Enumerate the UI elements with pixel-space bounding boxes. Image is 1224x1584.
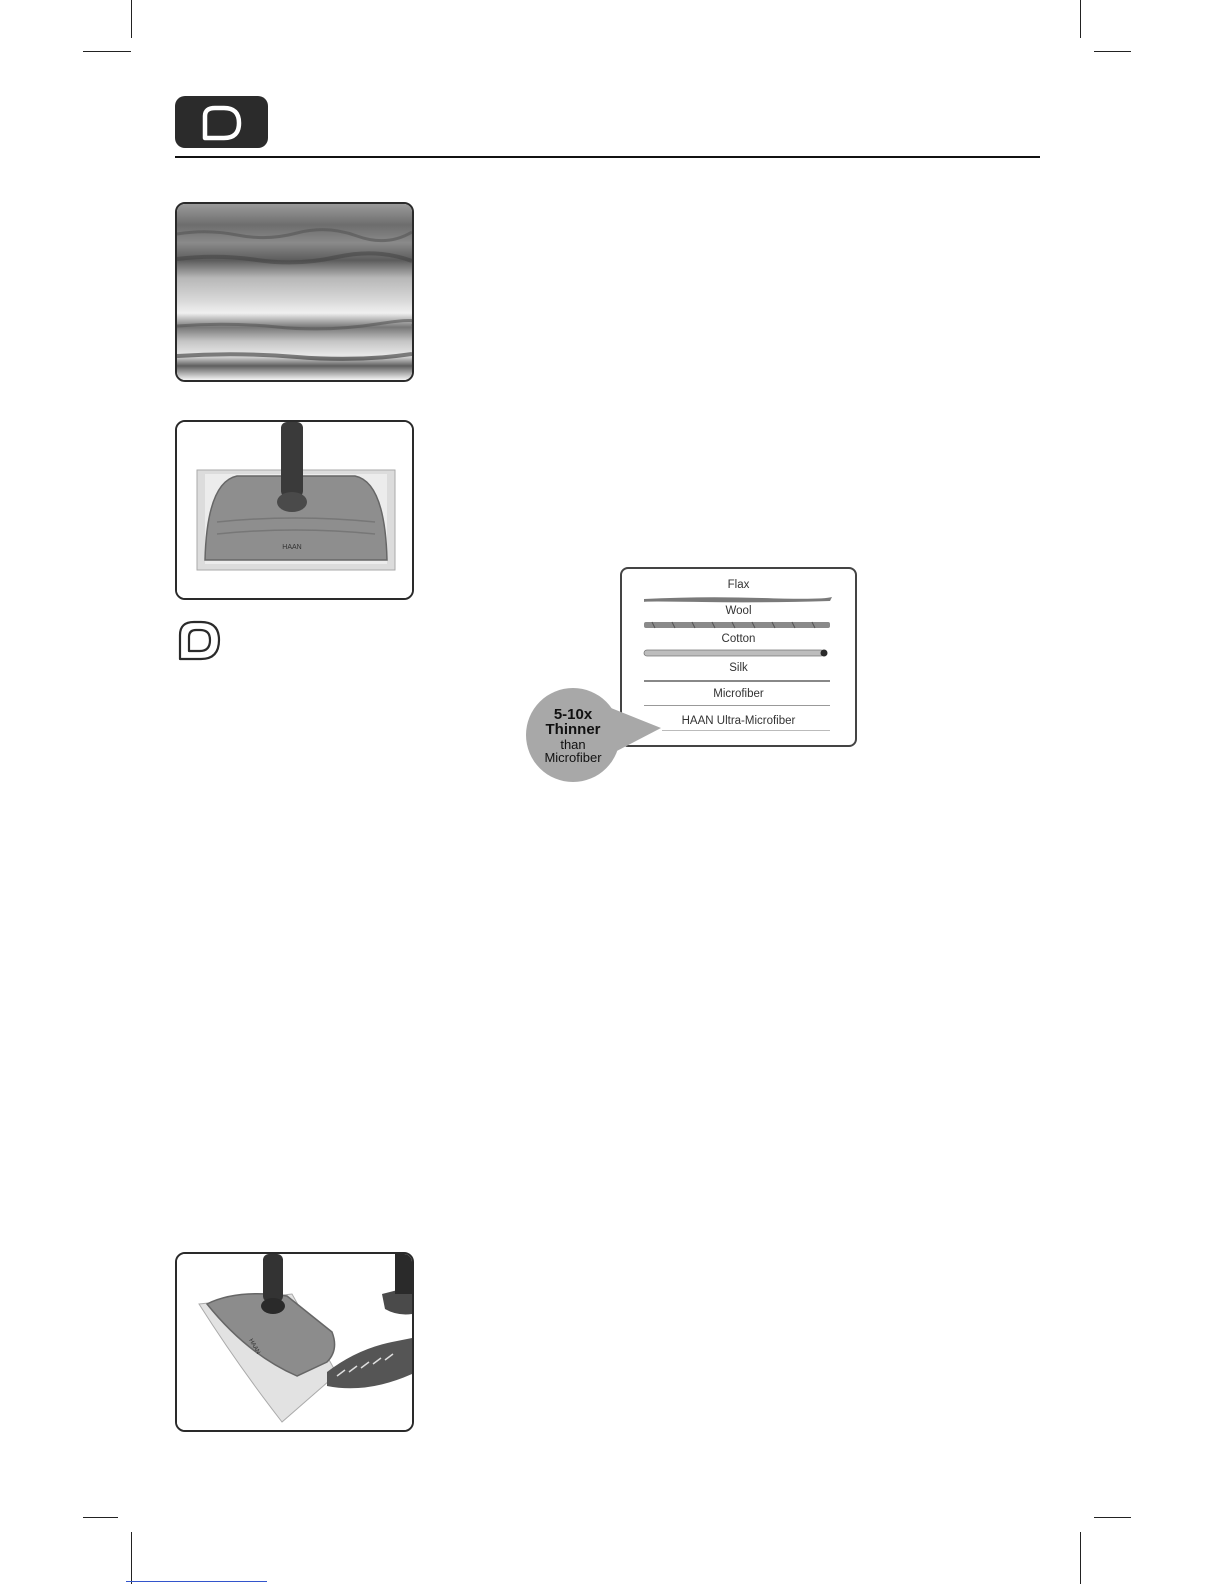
- fiber-microfiber-strand: [644, 705, 830, 706]
- crop-mark: [83, 1517, 118, 1518]
- fiber-label-microfiber: Microfiber: [713, 688, 764, 700]
- d-outline-icon: [177, 619, 223, 663]
- fiber-label-flax: Flax: [727, 579, 750, 591]
- bottom-blue-line: [126, 1581, 267, 1582]
- header-rule: [175, 156, 1040, 158]
- fiber-label-haan: HAAN Ultra-Microfiber: [681, 715, 796, 727]
- pad-release-illustration: [177, 1254, 412, 1430]
- mop-illustration: [177, 422, 412, 598]
- fiber-flax-strand: [642, 594, 834, 604]
- d-letter-icon: [175, 96, 268, 148]
- thinner-badge: [526, 688, 620, 782]
- fiber-cotton-strand: [642, 648, 834, 658]
- crop-mark: [1094, 1517, 1131, 1518]
- crop-mark: [1080, 1532, 1081, 1584]
- badge-line3: than: [560, 737, 586, 752]
- crop-mark: [131, 0, 132, 38]
- fiber-label-silk: Silk: [729, 662, 748, 674]
- fiber-label-wool: Wool: [725, 605, 752, 617]
- fiber-silk-strand: [644, 680, 830, 682]
- crop-mark: [1080, 0, 1081, 38]
- fiber-haan-strand: [662, 730, 830, 731]
- badge-line1: 5-10x: [553, 706, 593, 723]
- fiber-label-cotton: Cotton: [721, 633, 756, 645]
- fiber-wool-strand: [642, 620, 834, 630]
- section-tab: [175, 96, 268, 148]
- crop-mark: [131, 1532, 132, 1584]
- fabric-texture: [177, 204, 412, 380]
- fabric-closeup-photo: [175, 202, 414, 382]
- mop-brand-label: HAAN: [282, 544, 302, 551]
- mop-brand-label-tilted: HAAN: [247, 1338, 261, 1356]
- badge-line2: Thinner: [545, 721, 601, 738]
- pad-release-photo: [175, 1252, 414, 1432]
- steam-mop-top-photo: [175, 420, 414, 600]
- crop-mark: [1094, 51, 1131, 52]
- badge-line4: Microfiber: [544, 750, 602, 765]
- crop-mark: [83, 51, 131, 52]
